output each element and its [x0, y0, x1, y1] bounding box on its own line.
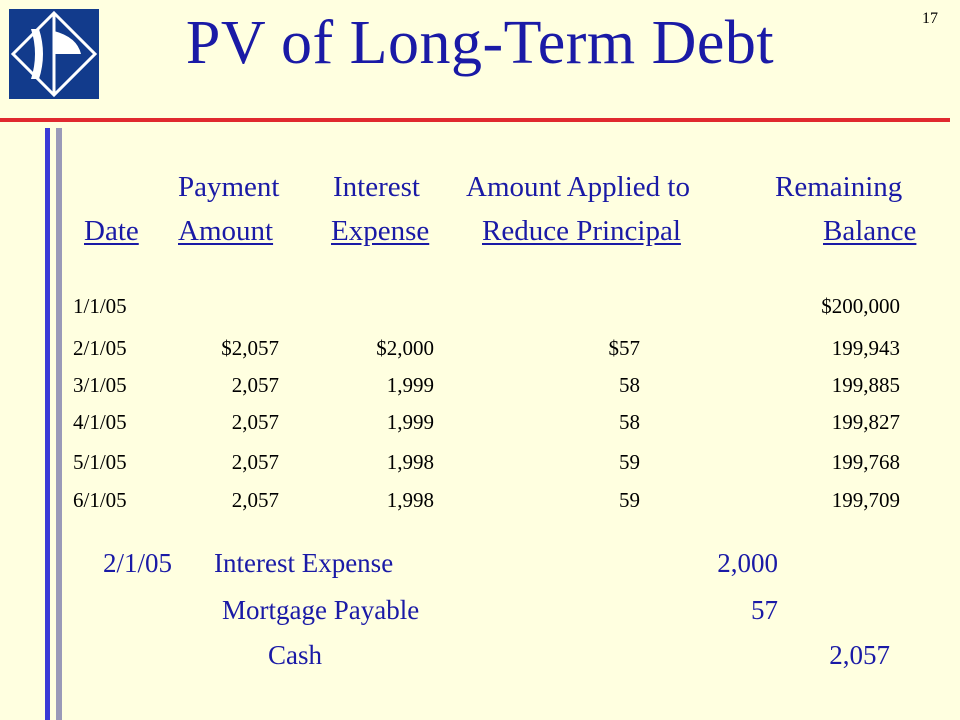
- row-2-date: 2/1/05: [73, 336, 127, 360]
- row-2-payment: $2,057: [221, 336, 279, 360]
- entry-debit-account: Interest Expense: [214, 548, 394, 578]
- row-2-interest: $2,000: [376, 336, 434, 360]
- row-4-interest: 1,999: [386, 410, 434, 434]
- row-3-interest: 1,999: [386, 373, 434, 397]
- row-3-payment: 2,057: [231, 373, 279, 397]
- row-5-balance: 199,768: [831, 450, 900, 474]
- header-principal-line2: Reduce Principal: [482, 215, 681, 247]
- row-6-principal: 59: [619, 488, 640, 512]
- row-2-balance: 199,943: [831, 336, 900, 360]
- row-5-principal: 59: [619, 450, 640, 474]
- entry-date: 2/1/05: [103, 548, 173, 578]
- row-2-principal: $57: [608, 336, 640, 360]
- entry-debit-amount-2: 57: [751, 595, 778, 625]
- row-6-date: 6/1/05: [73, 488, 127, 512]
- row-3-date: 3/1/05: [73, 373, 127, 397]
- entry-credit-account: Cash: [268, 640, 322, 670]
- entry-debit-amount: 2,000: [717, 548, 778, 578]
- title-divider: [0, 118, 950, 122]
- left-accent-bar-secondary: [56, 128, 62, 720]
- header-date: Date: [84, 215, 139, 247]
- header-interest-line1: Interest: [333, 171, 420, 203]
- entry-credit-amount: 2,057: [829, 640, 890, 670]
- row-5-payment: 2,057: [231, 450, 279, 474]
- row-1-date: 1/1/05: [73, 294, 127, 318]
- slide-number: 17: [922, 10, 938, 27]
- row-3-balance: 199,885: [831, 373, 900, 397]
- row-4-date: 4/1/05: [73, 410, 127, 434]
- row-6-interest: 1,998: [386, 488, 434, 512]
- header-interest-line2: Expense: [331, 215, 430, 247]
- row-4-payment: 2,057: [231, 410, 279, 434]
- header-balance-line1: Remaining: [775, 171, 903, 203]
- header-principal-line1: Amount Applied to: [466, 171, 690, 203]
- header-payment-line1: Payment: [178, 171, 280, 203]
- row-6-balance: 199,709: [831, 488, 900, 512]
- row-4-balance: 199,827: [831, 410, 900, 434]
- header-payment-line2: Amount: [178, 215, 274, 247]
- page-title: PV of Long-Term Debt: [185, 9, 775, 77]
- row-5-date: 5/1/05: [73, 450, 127, 474]
- row-3-principal: 58: [619, 373, 640, 397]
- header-balance-line2: Balance: [823, 215, 917, 247]
- row-5-interest: 1,998: [386, 450, 434, 474]
- left-accent-bar: [45, 128, 50, 720]
- row-4-principal: 58: [619, 410, 640, 434]
- entry-debit-account-2: Mortgage Payable: [222, 595, 420, 625]
- row-1-balance: $200,000: [821, 294, 900, 318]
- row-6-payment: 2,057: [231, 488, 279, 512]
